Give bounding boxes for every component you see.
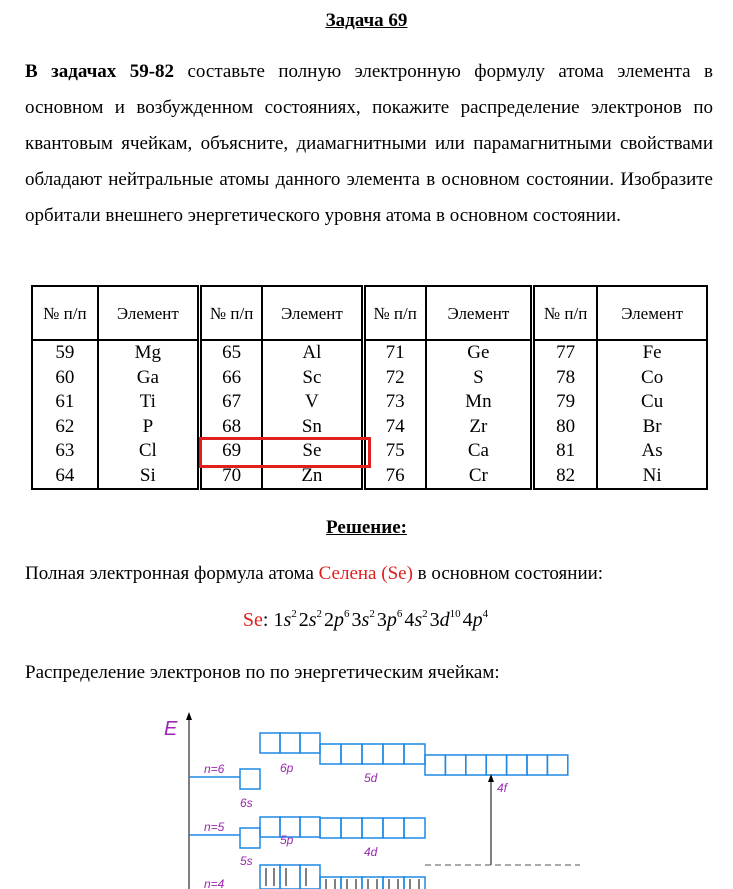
term-exponent: 6 — [396, 608, 403, 620]
level-label: n=6 — [204, 762, 225, 776]
cell-element: Ni — [597, 464, 707, 490]
term-orbital: s — [308, 609, 317, 631]
cell-element: S — [426, 366, 533, 391]
header-element: Элемент — [98, 286, 200, 340]
highlight-frame — [199, 437, 371, 468]
cell-element: Si — [98, 464, 200, 490]
formula-term — [377, 609, 403, 631]
cell-element: Ga — [98, 366, 200, 391]
formula-term — [324, 609, 350, 631]
axis-label: E — [164, 718, 178, 740]
term-coef: 1 — [273, 609, 284, 631]
cell-element: Zr — [426, 415, 533, 440]
cell-number: 65 — [199, 340, 262, 366]
cell-element: Mn — [426, 390, 533, 415]
header-num: № п/п — [199, 286, 262, 340]
orbital-cells-5d — [320, 744, 425, 764]
cell-number: 70 — [199, 464, 262, 490]
sublevel-label: 5s — [240, 854, 253, 868]
cell-element: Sc — [262, 366, 363, 391]
cell-number: 80 — [533, 415, 598, 440]
cell-number: 64 — [32, 464, 98, 490]
term-coef: 3 — [429, 609, 440, 631]
term-orbital: s — [283, 609, 292, 631]
distribution-caption: Распределение электронов по по энергетическим ячейкам: — [25, 662, 500, 683]
table-header-row — [32, 286, 707, 340]
cell-element: Co — [597, 366, 707, 391]
cell-element: Ti — [98, 390, 200, 415]
element-name: Селена (Se) — [318, 563, 413, 584]
orbital-cells-4f — [425, 755, 568, 775]
cell-element: Se — [262, 439, 363, 464]
cell-number: 82 — [533, 464, 598, 490]
term-coef: 4 — [462, 609, 473, 631]
cell-element: As — [597, 439, 707, 464]
term-coef: 4 — [404, 609, 415, 631]
sublevel-label: 4f — [497, 781, 508, 795]
cell-number: 79 — [533, 390, 598, 415]
term-coef: 2 — [324, 609, 335, 631]
sublevel-label: 5p — [280, 833, 294, 847]
table-row — [32, 340, 707, 366]
energy-diagram — [150, 700, 580, 889]
term-exponent: 2 — [422, 608, 428, 620]
formula-term — [430, 609, 461, 631]
orbital-cells-3d — [320, 877, 425, 889]
cell-element: Al — [262, 340, 363, 366]
cell-element: Cl — [98, 439, 200, 464]
table-row — [32, 415, 707, 440]
task-title: Задача 69 — [325, 10, 408, 31]
cell-element: Zn — [262, 464, 363, 490]
term-coef: 2 — [298, 609, 309, 631]
level-label: n=5 — [204, 820, 225, 834]
level-label: n=4 — [204, 877, 225, 889]
header-num: № п/п — [363, 286, 426, 340]
orbital-cell-5s — [240, 828, 260, 848]
term-orbital: d — [439, 609, 450, 631]
cell-number: 71 — [363, 340, 426, 366]
table-row — [32, 366, 707, 391]
formula-term — [299, 609, 322, 631]
sublevel-label: 4d — [364, 845, 378, 859]
cell-number: 67 — [199, 390, 262, 415]
cell-number: 78 — [533, 366, 598, 391]
term-exponent: 6 — [344, 608, 350, 620]
orbital-cells-6p — [260, 733, 320, 753]
solution-title: Решение: — [326, 517, 407, 538]
electron-arrows-3d — [326, 879, 419, 889]
sublevel-label: 6p — [280, 761, 294, 775]
orbital-cells-4p — [260, 865, 320, 889]
cell-element: Fe — [597, 340, 707, 366]
term-exponent: 2 — [291, 608, 297, 620]
cell-element: Sn — [262, 415, 363, 440]
cell-number: 72 — [363, 366, 426, 391]
term-orbital: s — [361, 609, 370, 631]
cell-element: V — [262, 390, 363, 415]
solution-intro — [25, 563, 603, 585]
cell-number: 63 — [32, 439, 98, 464]
cell-element: P — [98, 415, 200, 440]
cell-number: 66 — [199, 366, 262, 391]
sublevel-label: 6s — [240, 796, 253, 810]
cell-element: Cu — [597, 390, 707, 415]
electron-formula: Se: $1s^2$ $2s^2$ $2p^6$ $3s^2$ $3p^6$ $4s^2$ $3d^{10}$ $4p^4$ — [242, 608, 489, 631]
cell-number: 74 — [363, 415, 426, 440]
formula-term — [273, 609, 296, 631]
cell-number: 75 — [363, 439, 426, 464]
orbital-cells-4d — [320, 818, 425, 838]
term-orbital: p — [386, 609, 397, 631]
orbital-cell-6s — [240, 769, 260, 789]
cell-element: Cr — [426, 464, 533, 490]
term-orbital: s — [414, 609, 423, 631]
solution-intro-pre: Полная электронная формула атома — [25, 563, 319, 584]
cell-number: 69 — [199, 439, 262, 464]
formula-term — [352, 609, 375, 631]
header-num: № п/п — [533, 286, 598, 340]
header-element: Элемент — [262, 286, 363, 340]
header-num: № п/п — [32, 286, 98, 340]
cell-number: 60 — [32, 366, 98, 391]
task-description-text: составьте полную электронную формулу атома элемента в основном и возбужденном состояниях, покажите распределение электронов по квантовым ячейкам, объясните, диамагнитными или парамагнитными свойствами обладают нейтральные атомы данного элемента в основном состоянии. Изобразите орбитали внешнего энергетического уровня атома в основном состоянии. — [25, 61, 713, 226]
table-row — [32, 390, 707, 415]
sublevel-label: 5d — [364, 771, 378, 785]
cell-element: Ge — [426, 340, 533, 366]
header-element: Элемент — [597, 286, 707, 340]
header-element: Элемент — [426, 286, 533, 340]
axis-arrow-icon — [186, 712, 192, 720]
term-exponent: 2 — [316, 608, 323, 620]
task-description — [25, 54, 713, 234]
term-coef: 3 — [376, 609, 387, 631]
cell-number: 61 — [32, 390, 98, 415]
term-coef: 3 — [351, 609, 362, 631]
cell-number: 81 — [533, 439, 598, 464]
cell-number: 73 — [363, 390, 426, 415]
task-description-bold: В задачах 59-82 — [25, 61, 175, 82]
cell-element: Ca — [426, 439, 533, 464]
term-exponent: 2 — [369, 608, 375, 620]
formula-symbol: Se — [242, 609, 263, 631]
cell-element: Mg — [98, 340, 200, 366]
cell-number: 76 — [363, 464, 426, 490]
term-exponent: 10 — [449, 608, 461, 620]
solution-intro-post: в основном состоянии: — [412, 563, 604, 584]
cell-number: 77 — [533, 340, 598, 366]
cell-number: 59 — [32, 340, 98, 366]
cell-element: Br — [597, 415, 707, 440]
formula-term — [463, 609, 489, 631]
formula-terms — [273, 609, 490, 631]
cell-number: 62 — [32, 415, 98, 440]
term-orbital: p — [472, 609, 483, 631]
term-orbital: p — [334, 609, 345, 631]
formula-term — [404, 609, 427, 631]
cell-number: 68 — [199, 415, 262, 440]
term-exponent: 4 — [482, 608, 489, 620]
